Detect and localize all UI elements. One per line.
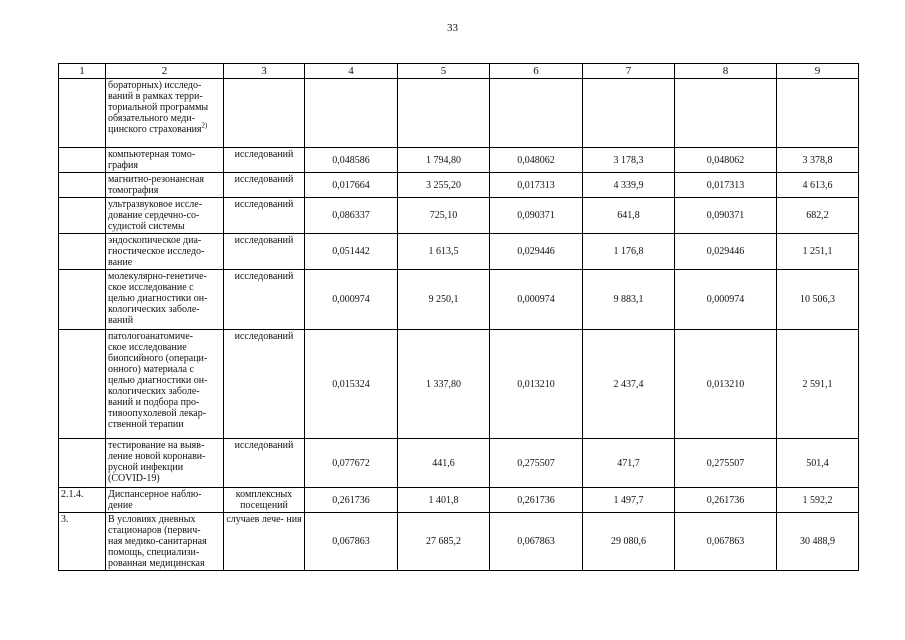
value-cell: 9 250,1 (398, 270, 490, 330)
value-cell: 2 437,4 (583, 330, 675, 439)
column-header: 1 (59, 64, 106, 79)
unit-cell: случаев лече- ния (224, 513, 305, 571)
indicator-name-line: В условиях дневных (108, 514, 196, 525)
row-number-cell (59, 270, 106, 330)
column-header: 3 (224, 64, 305, 79)
indicator-name-line: вание (108, 257, 133, 268)
column-header: 2 (106, 64, 224, 79)
indicator-name-line: ториальной программы (108, 102, 209, 113)
indicator-name-line: ственной терапии (108, 419, 184, 430)
table-row (59, 513, 859, 571)
indicator-name-line: томография (108, 185, 159, 196)
value-cell: 10 506,3 (777, 270, 859, 330)
unit-cell: исследований (224, 198, 305, 234)
value-cell: 0,275507 (490, 439, 583, 488)
column-header: 4 (305, 64, 398, 79)
indicator-name-cell (106, 79, 224, 148)
unit-cell: исследований (224, 330, 305, 439)
value-cell: 682,2 (777, 198, 859, 234)
value-cell: 1 794,80 (398, 148, 490, 173)
indicator-name-line: дение (108, 500, 133, 511)
value-cell: 0,017664 (305, 173, 398, 198)
indicator-name-line: биопсийного (операци- (108, 353, 208, 364)
value-cell: 0,000974 (675, 270, 777, 330)
row-number-cell (59, 234, 106, 270)
value-cell: 1 497,7 (583, 488, 675, 513)
row-number-cell (59, 330, 106, 439)
value-cell: 0,029446 (675, 234, 777, 270)
table-body (59, 79, 859, 571)
indicator-name-line: дование сердечно-со- (108, 210, 200, 221)
value-cell: 0,051442 (305, 234, 398, 270)
row-number-cell (59, 148, 106, 173)
value-cell: 0,029446 (490, 234, 583, 270)
indicator-name-cell (106, 488, 224, 513)
header-row (59, 64, 859, 79)
value-cell: 0,017313 (675, 173, 777, 198)
value-cell: 1 176,8 (583, 234, 675, 270)
value-cell: 0,048062 (675, 148, 777, 173)
indicator-name-line: бораторных) исследо- (108, 80, 202, 91)
indicator-name-line: стационаров (первич- (108, 525, 201, 536)
indicator-name-line: кологических заболе- (108, 386, 200, 397)
row-number-cell (59, 439, 106, 488)
page-number: 33 (447, 22, 458, 34)
value-cell (398, 79, 490, 148)
unit-cell: исследований (224, 173, 305, 198)
value-cell: 30 488,9 (777, 513, 859, 571)
value-cell: 0,048586 (305, 148, 398, 173)
value-cell (675, 79, 777, 148)
value-cell (490, 79, 583, 148)
indicator-name-line: (COVID-19) (108, 473, 160, 484)
value-cell: 1 337,80 (398, 330, 490, 439)
value-cell: 0,086337 (305, 198, 398, 234)
table-row (59, 270, 859, 330)
indicator-name-line: русной инфекции (108, 462, 184, 473)
value-cell: 471,7 (583, 439, 675, 488)
value-cell: 3 378,8 (777, 148, 859, 173)
value-cell: 0,000974 (490, 270, 583, 330)
indicator-name-cell (106, 439, 224, 488)
column-header: 8 (675, 64, 777, 79)
value-cell: 1 613,5 (398, 234, 490, 270)
value-cell: 641,8 (583, 198, 675, 234)
value-cell: 0,048062 (490, 148, 583, 173)
row-number-cell (59, 198, 106, 234)
value-cell: 0,261736 (675, 488, 777, 513)
table-row (59, 79, 859, 148)
indicator-name-line: кологических заболе- (108, 304, 200, 315)
value-cell: 29 080,6 (583, 513, 675, 571)
value-cell: 27 685,2 (398, 513, 490, 571)
indicator-name-line: гностическое исследо- (108, 246, 205, 257)
indicator-name-cell (106, 148, 224, 173)
unit-cell: исследований (224, 148, 305, 173)
indicator-name-line: рованная медицинская (108, 558, 205, 569)
footnote-marker: 2) (201, 121, 208, 130)
indicator-name-line: тестирование на выяв- (108, 440, 205, 451)
column-header: 5 (398, 64, 490, 79)
unit-cell (224, 79, 305, 148)
value-cell: 0,261736 (490, 488, 583, 513)
value-cell: 4 613,6 (777, 173, 859, 198)
value-cell: 0,275507 (675, 439, 777, 488)
table-row (59, 234, 859, 270)
value-cell: 441,6 (398, 439, 490, 488)
indicator-name-line: судистой системы (108, 221, 185, 232)
indicator-name-line: молекулярно-генетиче- (108, 271, 207, 282)
value-cell: 0,067863 (490, 513, 583, 571)
value-cell: 0,015324 (305, 330, 398, 439)
value-cell: 0,067863 (305, 513, 398, 571)
value-cell: 1 401,8 (398, 488, 490, 513)
column-header: 7 (583, 64, 675, 79)
table-row (59, 148, 859, 173)
row-number-cell: 2.1.4. (59, 488, 106, 513)
indicator-name-line: магнитно-резонансная (108, 174, 204, 185)
unit-cell: исследований (224, 270, 305, 330)
value-cell: 3 255,20 (398, 173, 490, 198)
indicator-name-line: Диспансерное наблю- (108, 489, 202, 500)
indicator-name-line: ультразвуковое иссле- (108, 199, 203, 210)
indicator-name-cell (106, 198, 224, 234)
indicator-name-line: ление новой коронави- (108, 451, 206, 462)
column-header: 9 (777, 64, 859, 79)
table-row (59, 330, 859, 439)
indicator-name-line: ваний (108, 315, 134, 326)
indicator-name-line: патологоанатомиче- (108, 331, 193, 342)
value-cell (777, 79, 859, 148)
data-table (58, 63, 859, 571)
table-row (59, 198, 859, 234)
value-cell (583, 79, 675, 148)
value-cell: 1 251,1 (777, 234, 859, 270)
indicator-name-line: ная медико-санитарная (108, 536, 207, 547)
value-cell: 0,017313 (490, 173, 583, 198)
value-cell: 0,067863 (675, 513, 777, 571)
unit-cell: исследований (224, 234, 305, 270)
value-cell: 501,4 (777, 439, 859, 488)
indicator-name-cell (106, 330, 224, 439)
value-cell: 0,013210 (675, 330, 777, 439)
indicator-name-line: целью диагностики он- (108, 293, 208, 304)
indicator-name-line: обязательного меди- (108, 113, 196, 124)
unit-cell: исследований (224, 439, 305, 488)
indicator-name-line: компьютерная томо- (108, 149, 196, 160)
indicator-name-line: ское исследование с (108, 282, 194, 293)
table-row (59, 488, 859, 513)
value-cell: 0,090371 (675, 198, 777, 234)
value-cell: 2 591,1 (777, 330, 859, 439)
indicator-name-line: ское исследование (108, 342, 187, 353)
value-cell: 4 339,9 (583, 173, 675, 198)
value-cell: 0,077672 (305, 439, 398, 488)
indicator-name-line: цинского страхования (108, 124, 202, 135)
value-cell: 3 178,3 (583, 148, 675, 173)
value-cell: 0,013210 (490, 330, 583, 439)
value-cell: 9 883,1 (583, 270, 675, 330)
indicator-name-cell (106, 234, 224, 270)
indicator-name-cell (106, 173, 224, 198)
indicator-name-line: эндоскопическое диа- (108, 235, 202, 246)
unit-cell: комплексных посещений (224, 488, 305, 513)
row-number-cell (59, 79, 106, 148)
value-cell: 0,000974 (305, 270, 398, 330)
value-cell: 725,10 (398, 198, 490, 234)
indicator-name-line: помощь, специализи- (108, 547, 200, 558)
indicator-name-line: ваний в рамках терри- (108, 91, 203, 102)
value-cell: 0,090371 (490, 198, 583, 234)
table-row (59, 439, 859, 488)
row-number-cell: 3. (59, 513, 106, 571)
value-cell: 0,261736 (305, 488, 398, 513)
value-cell (305, 79, 398, 148)
indicator-name-line: онного) материала с (108, 364, 194, 375)
row-number-cell (59, 173, 106, 198)
indicator-name-line: тивоопухолевой лекар- (108, 408, 207, 419)
indicator-name-line: графия (108, 160, 138, 171)
indicator-name-cell (106, 513, 224, 571)
indicator-name-line: целью диагностики он- (108, 375, 208, 386)
value-cell: 1 592,2 (777, 488, 859, 513)
indicator-name-cell (106, 270, 224, 330)
table-row (59, 173, 859, 198)
column-header: 6 (490, 64, 583, 79)
indicator-name-line: ваний и подбора про- (108, 397, 200, 408)
